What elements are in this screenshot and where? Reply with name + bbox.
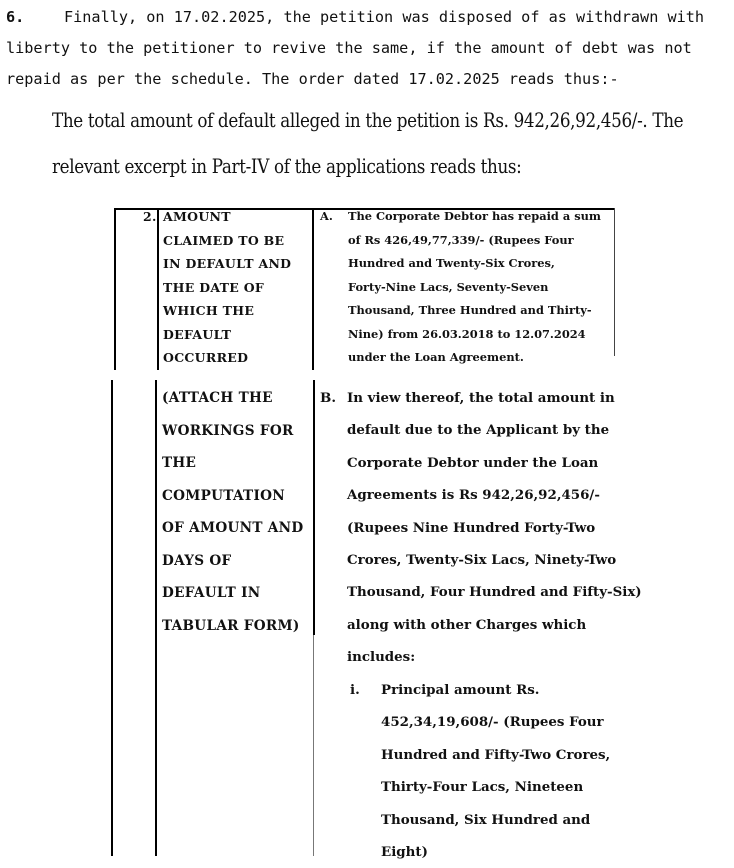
part-a-line: The Corporate Debtor has repaid a sum (348, 209, 601, 223)
sub-item-line: Thirty-Four Lacs, Nineteen (381, 779, 584, 796)
column-divider-2-continuation (313, 635, 314, 856)
column-divider-2-bottom (313, 380, 315, 635)
paragraph-number: 6. (6, 8, 25, 26)
claim-cell (163, 205, 309, 370)
table-left-border-top (114, 208, 116, 370)
paragraph-line: liberty to the petitioner to revive the same, if the amount of debt was not (6, 39, 692, 57)
attach-line: DEFAULT IN (162, 585, 261, 601)
claim-line: IN DEFAULT AND (163, 256, 292, 271)
part-a-line: Forty-Nine Lacs, Seventy-Seven (348, 279, 549, 294)
claim-line: OCCURRED (163, 350, 249, 365)
attach-line: (ATTACH THE (162, 390, 273, 406)
column-divider-2-top (312, 208, 314, 370)
column-divider-1-top (157, 208, 159, 370)
part-a-line: Hundred and Twenty-Six Crores, (348, 256, 555, 270)
table-left-border-bottom (111, 380, 113, 856)
attach-line: THE (162, 455, 197, 471)
part-b-line: Agreements is Rs 942,26,92,456/- (347, 487, 600, 504)
paragraph-6 (6, 2, 728, 95)
claim-line: AMOUNT (163, 209, 231, 224)
sub-item-line: Hundred and Fifty-Two Crores, (381, 746, 611, 763)
column-divider-1-bottom (155, 380, 157, 856)
attach-line: TABULAR FORM) (162, 617, 300, 634)
attach-line: DAYS OF (162, 552, 232, 569)
part-a-line: under the Loan Agreement. (348, 350, 524, 364)
part-a-line: Nine) from 26.03.2018 to 12.07.2024 (348, 326, 586, 341)
attach-line: OF AMOUNT AND (162, 520, 304, 536)
part-a-line: of Rs 426,49,77,339/- (Rupees Four (348, 232, 574, 247)
part-b-line: default due to the Applicant by the (347, 422, 610, 439)
sub-item-marker: i. (350, 682, 360, 698)
part-b-line: along with other Charges which (347, 616, 587, 633)
part-b-line: Crores, Twenty-Six Lacs, Ninety-Two (347, 552, 617, 569)
attach-line: COMPUTATION (162, 487, 286, 504)
part-a-marker: A. (320, 209, 333, 223)
part-b-line: Thousand, Four Hundred and Fifty-Six) (347, 584, 642, 601)
sub-item-line: Thousand, Six Hundred and (381, 811, 591, 828)
part-b-line: In view thereof, the total amount in (347, 390, 615, 406)
sub-item-line: 452,34,19,608/- (Rupees Four (381, 714, 604, 731)
part-b-text (347, 382, 642, 674)
paragraph-line: repaid as per the schedule. The order dated 17.02.2025 reads thus:- (6, 70, 619, 88)
part-b-line: includes: (347, 649, 416, 666)
quote-line-1: The total amount of default alleged in the petition is Rs. 942,26,92,456/-. The (52, 109, 684, 132)
sub-item-line: Eight) (381, 844, 428, 861)
table-right-border (614, 208, 615, 356)
attach-line: WORKINGS FOR (162, 422, 294, 439)
part-a-line: Thousand, Three Hundred and Thirty- (348, 303, 592, 317)
paragraph-line: 6. Finally, on 17.02.2025, the petition was disposed of as withdrawn with (6, 2, 728, 33)
part-a-text (348, 205, 613, 370)
sub-item-text (381, 674, 609, 868)
claim-line: WHICH THE (163, 303, 255, 318)
claim-line: CLAIMED TO BE (163, 232, 285, 248)
part-b-line: Corporate Debtor under the Loan (347, 454, 599, 471)
claim-line: DEFAULT (163, 326, 232, 342)
part-b-marker: B. (320, 390, 336, 406)
claim-line: THE DATE OF (163, 279, 265, 295)
quote-line-2: relevant excerpt in Part-IV of the applications reads thus: (52, 155, 522, 178)
part-b-line: (Rupees Nine Hundred Forty-Two (347, 519, 596, 536)
attach-cell (162, 382, 308, 642)
sub-item-line: Principal amount Rs. (381, 682, 540, 698)
row-number: 2. (143, 209, 157, 224)
